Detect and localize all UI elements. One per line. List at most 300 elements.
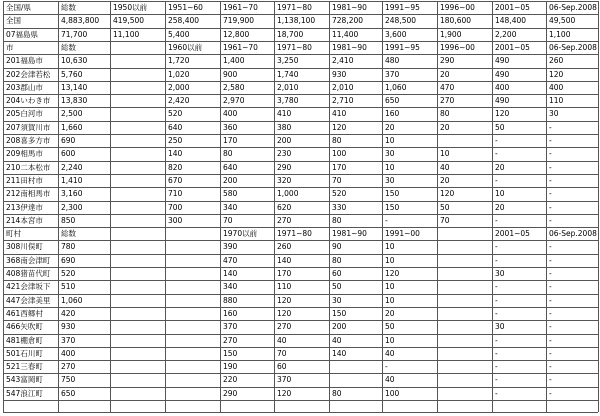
city-data-cell[interactable]: 820 (168, 162, 183, 172)
town-data-cell[interactable]: 260 (277, 242, 292, 252)
city-data-cell[interactable]: - (549, 149, 552, 159)
city-data-cell[interactable] (111, 188, 165, 200)
city-data-cell[interactable]: 2,010 (277, 82, 299, 92)
top-header-cell[interactable]: 1951~60 (168, 3, 203, 12)
city-data-cell[interactable]: 212南相馬市 (6, 189, 51, 199)
city-header-cell[interactable]: 2001~05 (495, 42, 530, 52)
city-data-cell[interactable]: 320 (277, 175, 292, 185)
city-data-cell[interactable] (111, 215, 165, 227)
town-data-cell[interactable] (166, 255, 220, 267)
city-data-cell[interactable]: 150 (385, 189, 400, 199)
town-data-cell[interactable]: 140 (332, 348, 347, 358)
city-data-cell[interactable]: 2,970 (223, 96, 245, 106)
town-header-cell[interactable]: 町村 (6, 229, 21, 239)
city-data-cell[interactable]: 20 (495, 162, 505, 172)
town-data-cell[interactable]: - (385, 362, 388, 372)
town-data-cell[interactable] (166, 321, 220, 333)
top-data-cell[interactable]: 18,700 (277, 29, 304, 39)
city-data-cell[interactable]: 400 (495, 82, 510, 92)
top-header-cell[interactable]: 06-Sep.2008 (549, 3, 597, 12)
town-data-cell[interactable]: 270 (223, 335, 238, 345)
top-data-cell[interactable]: 148,400 (495, 16, 527, 26)
city-data-cell[interactable]: 50 (495, 122, 505, 132)
city-data-cell[interactable]: 1,660 (61, 122, 83, 132)
city-data-cell[interactable]: 640 (223, 162, 238, 172)
town-data-cell[interactable]: - (495, 255, 498, 265)
city-data-cell[interactable]: 200 (277, 136, 292, 145)
town-data-cell[interactable]: 750 (61, 375, 76, 385)
city-data-cell[interactable]: 20 (440, 175, 450, 185)
city-data-cell[interactable]: 380 (277, 122, 292, 132)
town-data-cell[interactable]: - (495, 295, 498, 305)
city-data-cell[interactable]: - (549, 202, 552, 212)
town-data-cell[interactable]: 190 (223, 362, 238, 372)
town-data-cell[interactable]: 10 (385, 282, 395, 292)
town-data-cell[interactable]: 40 (277, 335, 287, 345)
city-data-cell[interactable]: 20 (440, 69, 450, 79)
city-data-cell[interactable]: 13,830 (61, 96, 88, 106)
city-data-cell[interactable]: 410 (277, 109, 292, 119)
city-data-cell[interactable]: 203郡山市 (6, 82, 43, 92)
town-data-cell[interactable]: 510 (61, 282, 76, 292)
city-data-cell[interactable] (111, 95, 165, 107)
city-header-cell[interactable]: 1991~95 (385, 42, 420, 52)
city-data-cell[interactable]: - (385, 215, 388, 225)
town-data-cell[interactable]: 368南会津町 (6, 255, 51, 265)
town-data-cell[interactable]: 70 (277, 348, 287, 358)
city-data-cell[interactable] (111, 135, 165, 147)
city-data-cell[interactable]: 670 (168, 175, 183, 185)
town-data-cell[interactable]: - (549, 388, 552, 398)
city-data-cell[interactable]: 2,410 (332, 56, 354, 66)
top-header-cell[interactable]: 2001~05 (495, 3, 530, 12)
town-data-cell[interactable] (166, 388, 220, 400)
city-data-cell[interactable]: 1,410 (61, 175, 83, 185)
city-data-cell[interactable]: 2,580 (223, 82, 245, 92)
city-data-cell[interactable]: 3,780 (277, 96, 299, 106)
top-data-cell[interactable]: 719,900 (223, 16, 255, 26)
town-data-cell[interactable] (438, 374, 492, 386)
city-data-cell[interactable]: 520 (168, 109, 183, 119)
town-data-cell[interactable] (166, 374, 220, 386)
town-data-cell[interactable]: 370 (61, 335, 76, 345)
city-data-cell[interactable]: 290 (440, 56, 455, 66)
town-data-cell[interactable] (166, 295, 220, 307)
town-data-cell[interactable]: 20 (385, 308, 395, 318)
town-data-cell[interactable]: 1,060 (61, 295, 83, 305)
city-data-cell[interactable]: 150 (385, 202, 400, 212)
town-data-cell[interactable]: 160 (223, 308, 238, 318)
town-header-cell[interactable] (166, 228, 220, 240)
top-data-cell[interactable]: 49,500 (549, 16, 576, 26)
town-data-cell[interactable] (438, 255, 492, 267)
town-data-cell[interactable] (438, 268, 492, 280)
top-header-cell[interactable]: 総数 (61, 3, 76, 12)
top-header-cell[interactable]: 1971~80 (277, 3, 312, 12)
city-data-cell[interactable]: 10,630 (61, 56, 88, 66)
town-data-cell[interactable]: 40 (385, 375, 395, 385)
city-data-cell[interactable]: 1,400 (223, 56, 245, 66)
city-header-cell[interactable]: 総数 (61, 42, 76, 52)
top-header-cell[interactable]: 1991~95 (385, 3, 420, 12)
city-data-cell[interactable]: 209相馬市 (6, 149, 43, 159)
town-data-cell[interactable]: 370 (277, 375, 292, 385)
city-data-cell[interactable]: 10 (385, 136, 395, 145)
town-data-cell[interactable]: 340 (223, 282, 238, 292)
city-data-cell[interactable]: 3,160 (61, 189, 83, 199)
town-data-cell[interactable] (438, 321, 492, 333)
town-data-cell[interactable]: 930 (61, 322, 76, 332)
city-data-cell[interactable]: 3,250 (277, 56, 299, 66)
town-data-cell[interactable]: 10 (385, 295, 395, 305)
town-header-cell[interactable]: 1981~90 (332, 229, 367, 239)
city-header-cell[interactable]: 1996~00 (440, 42, 475, 52)
town-data-cell[interactable]: 481棚倉町 (6, 335, 43, 345)
town-data-cell[interactable]: 780 (61, 242, 76, 252)
city-data-cell[interactable]: 580 (223, 189, 238, 199)
top-header-cell[interactable]: 1996~00 (440, 3, 475, 12)
city-data-cell[interactable]: 250 (168, 136, 183, 145)
town-data-cell[interactable] (438, 241, 492, 253)
town-data-cell[interactable] (111, 388, 165, 400)
top-data-cell[interactable]: 180,600 (440, 16, 472, 26)
town-data-cell[interactable]: - (495, 362, 498, 372)
city-data-cell[interactable]: 30 (385, 149, 395, 159)
city-data-cell[interactable]: - (495, 149, 498, 159)
top-data-cell[interactable]: 728,200 (332, 16, 364, 26)
town-data-cell[interactable]: 140 (223, 269, 238, 278)
city-data-cell[interactable]: 13,140 (61, 82, 88, 92)
city-data-cell[interactable]: 213伊達市 (6, 202, 43, 212)
city-data-cell[interactable]: 70 (440, 215, 450, 225)
town-data-cell[interactable] (438, 295, 492, 307)
town-data-cell[interactable]: 501石川町 (6, 348, 43, 358)
city-data-cell[interactable]: 40 (440, 162, 450, 172)
town-data-cell[interactable] (330, 374, 382, 386)
city-data-cell[interactable]: 50 (440, 202, 450, 212)
town-data-cell[interactable]: 80 (332, 388, 342, 398)
town-data-cell[interactable]: 120 (277, 308, 292, 318)
town-data-cell[interactable]: 420 (61, 308, 76, 318)
city-data-cell[interactable]: 10 (495, 189, 505, 199)
town-header-cell[interactable] (438, 228, 492, 240)
city-data-cell[interactable]: 270 (440, 96, 455, 106)
city-data-cell[interactable]: - (495, 215, 498, 225)
top-data-cell[interactable]: 11,400 (332, 29, 359, 39)
city-data-cell[interactable]: 1,720 (168, 56, 190, 66)
town-data-cell[interactable]: 120 (277, 295, 292, 305)
town-data-cell[interactable] (166, 308, 220, 320)
city-data-cell[interactable]: 2,240 (61, 162, 83, 172)
city-header-cell[interactable]: 市 (6, 42, 14, 52)
city-data-cell[interactable] (111, 175, 165, 187)
town-data-cell[interactable]: 170 (277, 269, 292, 278)
city-data-cell[interactable]: 120 (332, 122, 347, 132)
city-data-cell[interactable]: 1,020 (168, 69, 190, 79)
top-data-cell[interactable]: 1,900 (440, 29, 462, 39)
city-data-cell[interactable]: 1,060 (385, 82, 407, 92)
town-data-cell[interactable] (111, 348, 165, 360)
city-header-cell[interactable]: 06-Sep.2008 (549, 42, 597, 52)
city-data-cell[interactable]: 2,300 (61, 202, 83, 212)
city-data-cell[interactable]: 1,740 (277, 69, 299, 79)
town-header-cell[interactable] (111, 228, 165, 240)
top-data-cell[interactable]: 12,800 (223, 29, 250, 39)
city-data-cell[interactable]: 400 (223, 109, 238, 119)
city-data-cell[interactable]: 10 (385, 162, 395, 172)
city-data-cell[interactable]: 30 (385, 175, 395, 185)
town-data-cell[interactable]: 60 (277, 362, 287, 372)
town-data-cell[interactable]: 120 (277, 388, 292, 398)
city-data-cell[interactable]: 200 (223, 175, 238, 185)
town-data-cell[interactable]: 30 (495, 322, 505, 332)
town-data-cell[interactable]: - (549, 375, 552, 385)
city-data-cell[interactable]: 700 (168, 202, 183, 212)
top-data-cell[interactable]: 11,100 (113, 29, 140, 39)
city-data-cell[interactable]: 340 (223, 202, 238, 212)
town-data-cell[interactable]: - (549, 282, 552, 292)
town-data-cell[interactable]: 110 (277, 282, 292, 292)
town-data-cell[interactable]: 10 (385, 242, 395, 252)
town-data-cell[interactable]: 290 (223, 388, 238, 398)
town-data-cell[interactable]: - (549, 308, 552, 318)
city-data-cell[interactable]: 370 (385, 69, 400, 79)
town-data-cell[interactable] (166, 268, 220, 280)
city-data-cell[interactable]: 2,710 (332, 96, 354, 106)
town-header-cell[interactable]: 総数 (61, 229, 76, 239)
town-data-cell[interactable]: 400 (61, 348, 76, 358)
city-data-cell[interactable]: 140 (168, 149, 183, 159)
city-data-cell[interactable]: 214本宮市 (6, 215, 43, 225)
city-data-cell[interactable]: 900 (223, 69, 238, 79)
city-data-cell[interactable]: 2,420 (168, 96, 190, 106)
town-data-cell[interactable]: 521三春町 (6, 362, 43, 372)
town-data-cell[interactable]: 220 (223, 375, 238, 385)
town-data-cell[interactable]: 447会津美里 (6, 295, 51, 305)
town-data-cell[interactable]: 50 (385, 322, 395, 332)
city-data-cell[interactable]: 2,000 (168, 82, 190, 92)
town-data-cell[interactable]: 40 (385, 348, 395, 358)
city-data-cell[interactable]: 850 (61, 215, 76, 225)
town-data-cell[interactable]: 461西郷村 (6, 308, 43, 318)
town-data-cell[interactable] (111, 321, 165, 333)
city-data-cell[interactable]: 208喜多方市 (6, 136, 51, 145)
town-data-cell[interactable] (111, 241, 165, 253)
city-data-cell[interactable] (111, 55, 165, 67)
town-data-cell[interactable]: 270 (277, 322, 292, 332)
city-data-cell[interactable]: 2,500 (61, 109, 83, 119)
town-data-cell[interactable]: 270 (61, 362, 76, 372)
top-header-cell[interactable]: 全国/県 (6, 3, 32, 12)
top-data-cell[interactable]: 全国 (6, 16, 21, 26)
top-header-cell[interactable]: 1981~90 (332, 3, 367, 12)
top-data-cell[interactable]: 4,883,800 (61, 16, 100, 26)
city-data-cell[interactable]: 260 (549, 56, 564, 66)
city-data-cell[interactable]: 2,010 (332, 82, 354, 92)
town-data-cell[interactable]: 690 (61, 255, 76, 265)
town-data-cell[interactable] (111, 268, 165, 280)
city-data-cell[interactable] (111, 69, 165, 81)
city-data-cell[interactable]: 170 (332, 162, 347, 172)
town-data-cell[interactable]: - (549, 348, 552, 358)
town-data-cell[interactable]: 421会津坂下 (6, 282, 51, 292)
city-data-cell[interactable] (111, 82, 165, 94)
city-data-cell[interactable]: 201福島市 (6, 56, 43, 66)
city-data-cell[interactable]: - (549, 175, 552, 185)
city-data-cell[interactable]: 80 (440, 109, 450, 119)
city-data-cell[interactable]: 620 (277, 202, 292, 212)
town-data-cell[interactable]: 520 (61, 269, 76, 278)
town-data-cell[interactable]: 200 (332, 322, 347, 332)
town-data-cell[interactable]: 466矢吹町 (6, 322, 43, 332)
town-data-cell[interactable]: - (549, 322, 552, 332)
city-data-cell[interactable]: 20 (495, 202, 505, 212)
city-data-cell[interactable]: 20 (440, 122, 450, 132)
city-data-cell[interactable]: 170 (223, 136, 238, 145)
city-data-cell[interactable]: 10 (440, 149, 450, 159)
city-data-cell[interactable]: 270 (277, 215, 292, 225)
town-data-cell[interactable] (438, 308, 492, 320)
town-data-cell[interactable]: 90 (332, 242, 342, 252)
town-data-cell[interactable]: 120 (385, 269, 400, 278)
town-data-cell[interactable] (111, 335, 165, 347)
town-data-cell[interactable]: 140 (277, 255, 292, 265)
town-data-cell[interactable]: - (549, 362, 552, 372)
town-data-cell[interactable]: - (495, 335, 498, 345)
town-data-cell[interactable]: 543富岡町 (6, 375, 43, 385)
city-data-cell[interactable]: 930 (332, 69, 347, 79)
city-data-cell[interactable]: 690 (61, 136, 76, 145)
city-data-cell[interactable]: 70 (332, 175, 342, 185)
city-data-cell[interactable]: 600 (61, 149, 76, 159)
top-data-cell[interactable]: 419,500 (113, 16, 145, 26)
city-data-cell[interactable]: 210二本松市 (6, 162, 51, 172)
town-data-cell[interactable]: - (495, 282, 498, 292)
city-data-cell[interactable]: - (549, 215, 552, 225)
town-data-cell[interactable]: - (495, 375, 498, 385)
city-data-cell[interactable]: - (549, 122, 552, 132)
town-data-cell[interactable]: 30 (332, 295, 342, 305)
city-data-cell[interactable]: 470 (440, 82, 455, 92)
top-data-cell[interactable]: 1,138,100 (277, 16, 316, 26)
town-data-cell[interactable]: - (549, 295, 552, 305)
city-header-cell[interactable]: 1960以前 (168, 42, 203, 52)
town-data-cell[interactable] (166, 281, 220, 293)
town-data-cell[interactable]: 40 (332, 335, 342, 345)
city-data-cell[interactable] (438, 135, 492, 147)
city-data-cell[interactable]: 30 (549, 109, 559, 119)
city-data-cell[interactable]: 300 (168, 215, 183, 225)
city-data-cell[interactable]: 520 (332, 189, 347, 199)
town-header-cell[interactable]: 1970以前 (223, 229, 258, 239)
town-header-cell[interactable]: 2001~05 (495, 229, 530, 239)
town-data-cell[interactable]: 370 (223, 322, 238, 332)
town-data-cell[interactable] (438, 348, 492, 360)
town-data-cell[interactable]: - (495, 308, 498, 318)
city-data-cell[interactable] (111, 162, 165, 174)
city-data-cell[interactable] (111, 108, 165, 120)
city-header-cell[interactable]: 1981~90 (332, 42, 367, 52)
city-header-cell[interactable]: 1971~80 (277, 42, 312, 52)
city-data-cell[interactable]: 650 (385, 96, 400, 106)
top-data-cell[interactable]: 07福島県 (6, 29, 39, 39)
city-data-cell[interactable]: 230 (277, 149, 292, 159)
town-data-cell[interactable] (111, 308, 165, 320)
town-data-cell[interactable] (166, 361, 220, 373)
city-data-cell[interactable]: 640 (168, 122, 183, 132)
town-data-cell[interactable]: 10 (385, 255, 395, 265)
town-data-cell[interactable]: - (495, 348, 498, 358)
city-data-cell[interactable]: 70 (223, 215, 233, 225)
top-data-cell[interactable]: 2,200 (495, 29, 517, 39)
town-data-cell[interactable] (111, 361, 165, 373)
town-data-cell[interactable]: 100 (385, 388, 400, 398)
town-data-cell[interactable] (111, 295, 165, 307)
city-data-cell[interactable]: 100 (332, 149, 347, 159)
town-data-cell[interactable]: 880 (223, 295, 238, 305)
town-data-cell[interactable]: 150 (332, 308, 347, 318)
city-data-cell[interactable]: 490 (495, 69, 510, 79)
city-data-cell[interactable]: 202会津若松 (6, 69, 51, 79)
city-data-cell[interactable]: 400 (549, 82, 564, 92)
top-data-cell[interactable]: 248,500 (385, 16, 417, 26)
city-data-cell[interactable] (111, 148, 165, 160)
city-data-cell[interactable]: 480 (385, 56, 400, 66)
town-data-cell[interactable]: - (495, 242, 498, 252)
town-data-cell[interactable] (166, 348, 220, 360)
town-data-cell[interactable] (438, 388, 492, 400)
city-data-cell[interactable]: 20 (385, 122, 395, 132)
town-data-cell[interactable]: 470 (223, 255, 238, 265)
town-data-cell[interactable] (330, 361, 382, 373)
town-data-cell[interactable]: 150 (223, 348, 238, 358)
town-data-cell[interactable] (438, 335, 492, 347)
town-data-cell[interactable]: - (549, 255, 552, 265)
city-data-cell[interactable]: 204いわき市 (6, 96, 51, 106)
city-data-cell[interactable]: 160 (385, 109, 400, 119)
city-data-cell[interactable]: 211田村市 (6, 175, 43, 185)
top-data-cell[interactable]: 5,400 (168, 29, 190, 39)
city-data-cell[interactable]: - (549, 136, 552, 145)
city-data-cell[interactable]: 360 (223, 122, 238, 132)
town-data-cell[interactable]: 650 (61, 388, 76, 398)
city-data-cell[interactable]: 120 (495, 109, 510, 119)
city-data-cell[interactable]: 120 (549, 69, 564, 79)
town-data-cell[interactable] (438, 281, 492, 293)
town-header-cell[interactable]: 1971~80 (277, 229, 312, 239)
city-data-cell[interactable] (111, 202, 165, 214)
city-data-cell[interactable]: 120 (440, 189, 455, 199)
city-data-cell[interactable]: 80 (223, 149, 233, 159)
top-data-cell[interactable]: 1,100 (549, 29, 571, 39)
town-data-cell[interactable] (111, 281, 165, 293)
city-header-cell[interactable] (111, 42, 165, 54)
town-data-cell[interactable] (166, 335, 220, 347)
city-data-cell[interactable]: 330 (332, 202, 347, 212)
town-data-cell[interactable]: 80 (332, 255, 342, 265)
city-data-cell[interactable]: - (495, 136, 498, 145)
town-data-cell[interactable]: - (549, 335, 552, 345)
top-data-cell[interactable]: 3,600 (385, 29, 407, 39)
top-header-cell[interactable]: 1950以前 (113, 3, 148, 12)
town-data-cell[interactable]: - (495, 388, 498, 398)
town-data-cell[interactable]: 30 (495, 269, 505, 278)
city-data-cell[interactable]: 205白河市 (6, 109, 43, 119)
city-data-cell[interactable]: - (549, 189, 552, 199)
city-header-cell[interactable]: 1961~70 (223, 42, 258, 52)
town-header-cell[interactable]: 06-Sep.2008 (549, 229, 597, 239)
city-data-cell[interactable]: 1,000 (277, 189, 299, 199)
